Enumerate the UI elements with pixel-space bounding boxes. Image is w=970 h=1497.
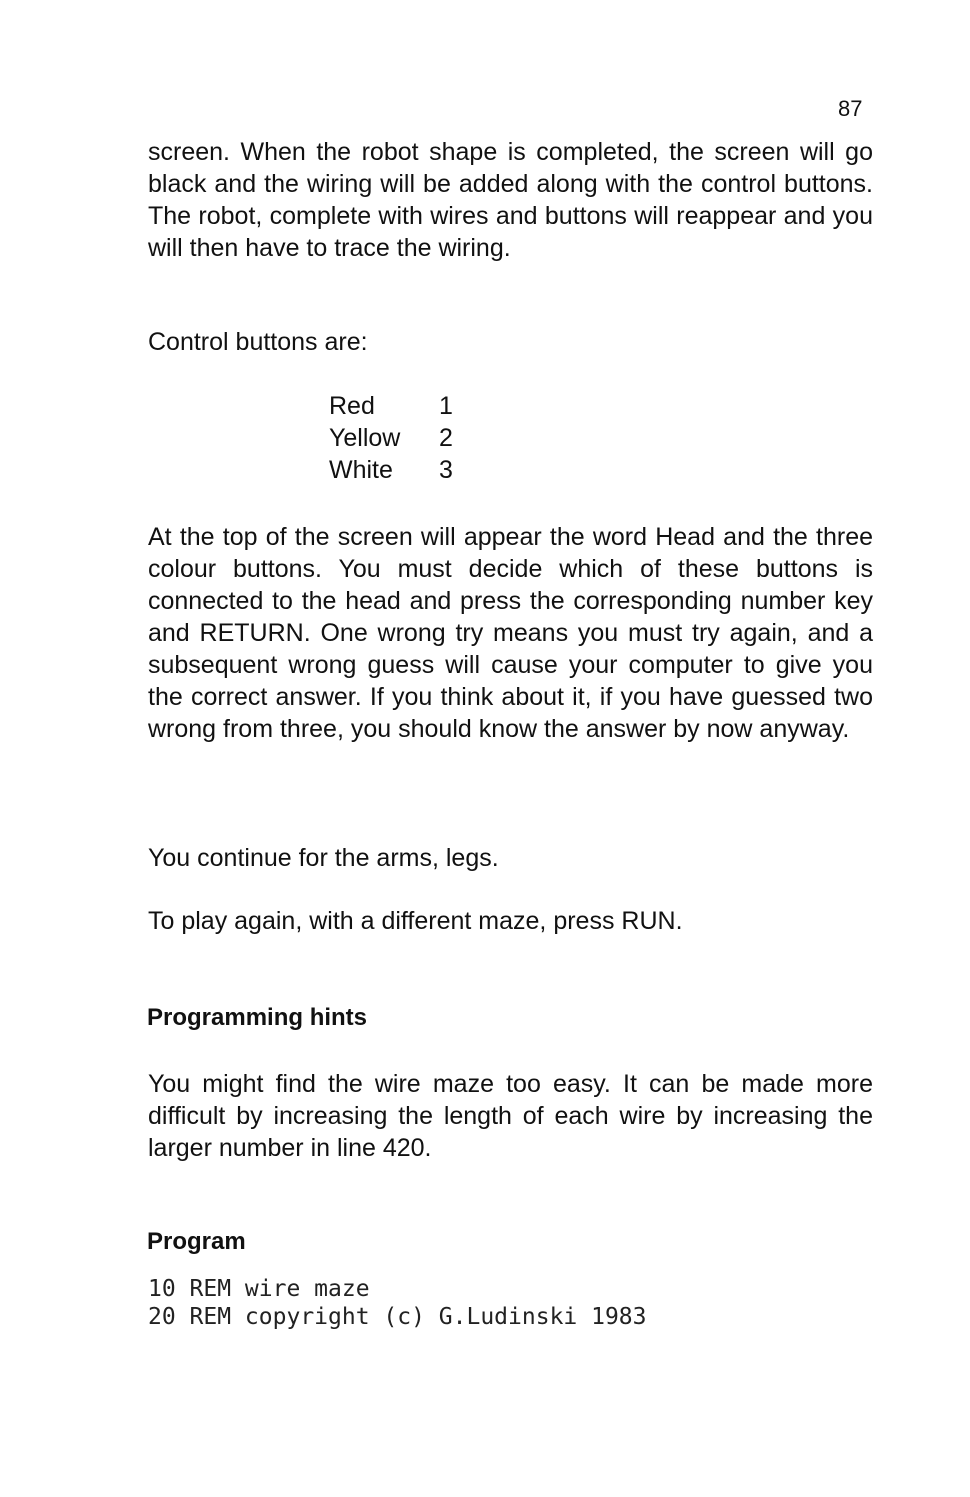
program-listing: [148, 1275, 647, 1331]
page-number: 87: [838, 96, 863, 121]
control-name: Yellow: [329, 424, 401, 452]
paragraph-play-again: To play again, with a different maze, press RUN.: [148, 907, 683, 935]
control-row-white: [329, 454, 479, 486]
heading-program: Program: [147, 1228, 246, 1255]
paragraph-control-buttons-lead: Control buttons are:: [148, 328, 368, 356]
control-row-yellow: [329, 422, 479, 454]
control-name: White: [329, 456, 393, 484]
control-key: 2: [439, 424, 453, 452]
paragraph-instructions: At the top of the screen will appear the word Head and the three colour buttons. You must decide which of these buttons is connected to the head and press the corresponding number key and RETURN. One wrong try means you must try again, and a subsequent wrong guess will cause your computer to give you the correct answer. If you think about it, if you have guessed two wrong from three, you should know the answer by now anyway.: [148, 523, 873, 743]
control-key: 1: [439, 392, 453, 420]
control-row-red: [329, 390, 479, 422]
paragraph-intro: screen. When the robot shape is completed, the screen will go black and the wiring will be added along with the control buttons. The robot, complete with wires and buttons will reappear and you will then have to trace the wiring.: [148, 138, 873, 262]
paragraph-hints: You might find the wire maze too easy. It can be made more difficult by increasing the length of each wire by increasing the larger number in line 420.: [148, 1070, 873, 1162]
code-line: 10 REM wire maze: [148, 1276, 370, 1302]
control-buttons-table: [329, 390, 479, 486]
heading-programming-hints: Programming hints: [147, 1004, 368, 1031]
paragraph-continue: You continue for the arms, legs.: [148, 844, 499, 872]
control-name: Red: [329, 392, 375, 420]
control-key: 3: [439, 456, 453, 484]
code-line: 20 REM copyright (c) G.Ludinski 1983: [148, 1304, 647, 1330]
